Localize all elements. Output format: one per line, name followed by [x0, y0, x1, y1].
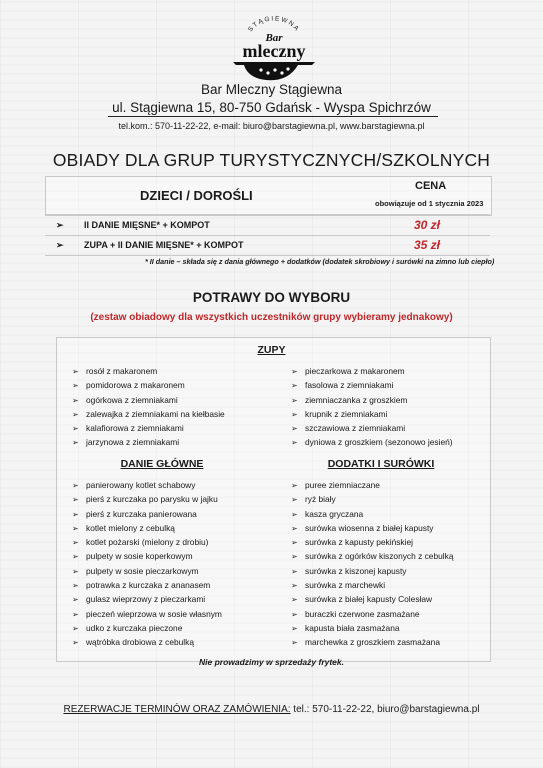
list-item: ➢ ogórkowa z ziemniakami: [72, 393, 225, 407]
sides-heading: DODATKI I SURÓWKI: [327, 458, 435, 470]
arrow-bullet-icon: ➢: [291, 523, 298, 533]
row-divider: [45, 214, 490, 215]
arrow-bullet-icon: ➢: [291, 581, 298, 591]
reservation-label: REZERWACJE TERMINÓW ORAZ ZAMÓWIENIA:: [63, 704, 291, 715]
list-item: ➢ dyniowa z groszkiem (sezonowo jesień): [291, 435, 453, 449]
list-item: ➢ surówka z marchewki: [291, 578, 454, 592]
price-header: CENA: [415, 180, 447, 192]
list-item: ➢ pomidorowa z makaronem: [72, 378, 225, 392]
offer-row: [56, 240, 244, 251]
arrow-bullet-icon: ➢: [291, 409, 298, 419]
arrow-bullet-icon: ➢: [291, 509, 298, 519]
offer-label: ZUPA + II DANIE MIĘSNE* + KOMPOT: [84, 240, 244, 250]
arrow-bullet-icon: ➢: [291, 495, 298, 505]
list-item: ➢ kotlet mielony z cebulką: [72, 521, 222, 535]
list-item: ➢ pierś z kurczaka panierowana: [72, 507, 222, 521]
list-item: ➢ ryż biały: [291, 492, 454, 506]
arrow-bullet-icon: ➢: [291, 623, 298, 633]
arrow-bullet-icon: ➢: [72, 638, 79, 648]
row-divider: [45, 235, 490, 236]
arrow-bullet-icon: ➢: [291, 424, 298, 434]
arrow-bullet-icon: ➢: [291, 595, 298, 605]
arrow-bullet-icon: ➢: [291, 438, 298, 448]
contact-info: tel.kom.: 570-11-22-22, e-mail: biuro@barstagiewna.pl, www.barstagiewna.pl: [118, 121, 425, 131]
list-item: ➢ kasza gryczana: [291, 507, 454, 521]
offer-row: [56, 220, 210, 231]
list-item: ➢ fasolowa z ziemniakami: [291, 378, 453, 392]
arrow-bullet-icon: ➢: [72, 523, 79, 533]
price-validity: obowiązuje od 1 stycznia 2023: [375, 199, 484, 208]
list-item: ➢ gulasz wieprzowy z pieczarkami: [72, 592, 222, 606]
list-item: ➢ jarzynowa z ziemniakami: [72, 435, 225, 449]
arrow-bullet-icon: ➢: [72, 509, 79, 519]
list-item: ➢ panierowany kotlet schabowy: [72, 478, 222, 492]
arrow-bullet-icon: ➢: [291, 381, 298, 391]
list-item: ➢ pulpety w sosie koperkowym: [72, 549, 222, 563]
offer-price: 35 zł: [414, 238, 441, 252]
arrow-bullet-icon: ➢: [291, 552, 298, 562]
restaurant-name: Bar Mleczny Stągiewna: [200, 82, 343, 97]
arrow-bullet-icon: ➢: [72, 438, 79, 448]
list-item: ➢ surówka z kapusty pekińskiej: [291, 535, 454, 549]
no-fries-note: Nie prowadzimy w sprzedaży frytek.: [198, 657, 345, 667]
arrow-bullet-icon: ➢: [72, 381, 79, 391]
arrow-bullet-icon: ➢: [72, 595, 79, 605]
arrow-bullet-icon: ➢: [72, 623, 79, 633]
arrow-bullet-icon: ➢: [72, 552, 79, 562]
list-item: ➢ surówka z białej kapusty Colesław: [291, 592, 454, 606]
soups-left-list: [72, 364, 225, 450]
reservation-details: tel.: 570-11-22-22, biuro@barstagiewna.pl: [290, 704, 480, 715]
sides-list: [291, 478, 454, 650]
list-item: ➢ potrawka z kurczaka z ananasem: [72, 578, 222, 592]
offer-price: 30 zł: [414, 218, 441, 232]
arrow-bullet-icon: ➢: [72, 395, 79, 405]
arrow-bullet-icon: ➢: [291, 395, 298, 405]
list-item: ➢ zalewajka z ziemniakami na kiełbasie: [72, 407, 225, 421]
soups-heading: ZUPY: [257, 344, 286, 356]
row-divider: [45, 255, 490, 256]
logo-bar-text: Bar: [265, 32, 283, 44]
list-item: ➢ krupnik z ziemniakami: [291, 407, 453, 421]
arrow-bullet-icon: ➢: [291, 638, 298, 648]
arrow-bullet-icon: ➢: [72, 566, 79, 576]
list-item: ➢ rosół z makaronem: [72, 364, 225, 378]
offer-label: II DANIE MIĘSNE* + KOMPOT: [84, 220, 210, 230]
choices-title: POTRAWY DO WYBORU: [192, 290, 351, 305]
list-item: ➢ kalafiorowa z ziemniakami: [72, 421, 225, 435]
arrow-bullet-icon: ➢: [291, 367, 298, 376]
group-label: DZIECI / DOROŚLI: [140, 188, 253, 203]
list-item: ➢ wątróbka drobiowa z cebulką: [72, 635, 222, 649]
footnote: * II danie – składa się z dania głównego + dodatków (dodatek skrobiowy i surówki na zimno lub ciepło): [145, 257, 495, 266]
list-item: ➢ szczawiowa z ziemniakami: [291, 421, 453, 435]
list-item: ➢ pierś z kurczaka po parysku w jajku: [72, 492, 222, 506]
arrow-bullet-icon: ➢: [72, 409, 79, 419]
list-item: ➢ surówka z ogórków kiszonych z cebulką: [291, 549, 454, 563]
arrow-bullet-icon: ➢: [72, 609, 79, 619]
soups-right-list: [291, 364, 453, 450]
list-item: ➢ surówka z kiszonej kapusty: [291, 564, 454, 578]
bar-mleczny-logo: [228, 10, 320, 86]
list-item: ➢ puree ziemniaczane: [291, 478, 454, 492]
mains-list: [72, 478, 222, 650]
list-item: ➢ ziemniaczanka z groszkiem: [291, 393, 453, 407]
arrow-bullet-icon: ➢: [72, 424, 79, 434]
arrow-bullet-icon: ➢: [56, 220, 64, 230]
arrow-bullet-icon: ➢: [72, 538, 79, 548]
arrow-bullet-icon: ➢: [291, 566, 298, 576]
page-title: OBIADY DLA GRUP TURYSTYCZNYCH/SZKOLNYCH: [52, 150, 491, 170]
arrow-bullet-icon: ➢: [72, 481, 79, 490]
arrow-bullet-icon: ➢: [56, 240, 64, 250]
list-item: ➢ pulpety w sosie pieczarkowym: [72, 564, 222, 578]
list-item: ➢ pieczeń wieprzowa w sosie własnym: [72, 607, 222, 621]
list-item: ➢ surówka wiosenna z białej kapusty: [291, 521, 454, 535]
list-item: ➢ marchewka z groszkiem zasmażana: [291, 635, 454, 649]
restaurant-address: ul. Stągiewna 15, 80-750 Gdańsk - Wyspa Spichrzów: [112, 100, 431, 115]
mains-heading: DANIE GŁÓWNE: [120, 458, 204, 470]
list-item: ➢ kotlet pożarski (mielony z drobiu): [72, 535, 222, 549]
list-item: ➢ buraczki czerwone zasmażane: [291, 607, 454, 621]
choices-subtitle: (zestaw obiadowy dla wszystkich uczestników grupy wybieramy jednakowy): [90, 312, 453, 323]
list-item: ➢ kapusta biała zasmażana: [291, 621, 454, 635]
arrow-bullet-icon: ➢: [72, 581, 79, 591]
reservation-footer: [0, 704, 543, 715]
arrow-bullet-icon: ➢: [72, 495, 79, 505]
arrow-bullet-icon: ➢: [291, 481, 298, 490]
logo-main-text: mleczny: [242, 41, 306, 61]
address-underline: [108, 116, 438, 117]
logo-top-text: STĄGIEWNA: [247, 15, 301, 34]
list-item: ➢ udko z kurczaka pieczone: [72, 621, 222, 635]
arrow-bullet-icon: ➢: [291, 538, 298, 548]
arrow-bullet-icon: ➢: [72, 367, 79, 376]
arrow-bullet-icon: ➢: [291, 609, 298, 619]
list-item: ➢ pieczarkowa z makaronem: [291, 364, 453, 378]
